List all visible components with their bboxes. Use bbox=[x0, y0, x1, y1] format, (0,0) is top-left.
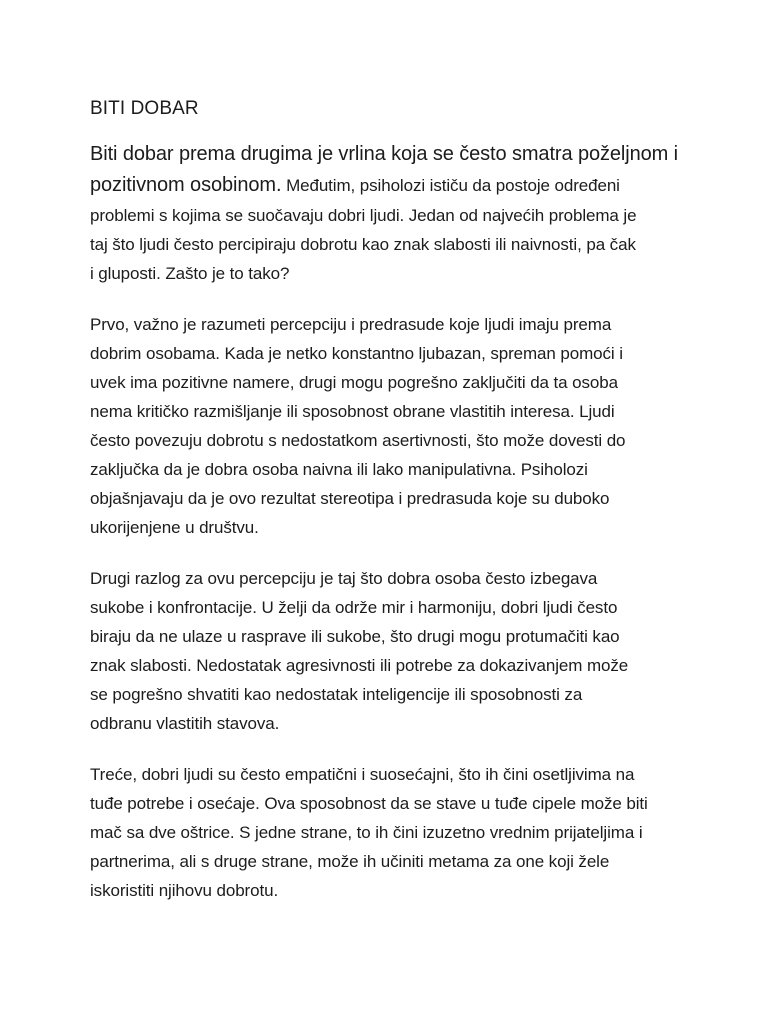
paragraph-line: tuđe potrebe i osećaje. Ova sposobnost da se stave u tuđe cipele može biti bbox=[90, 794, 648, 813]
paragraph-line: nema kritičko razmišljanje ili sposobnost obrane vlastitih interesa. Ljudi bbox=[90, 402, 615, 421]
document-title: BITI DOBAR bbox=[90, 98, 199, 119]
paragraph-line: zaključka da je dobra osoba naivna ili lako manipulativna. Psiholozi bbox=[90, 460, 588, 479]
paragraph-line: Drugi razlog za ovu percepciju je taj što dobra osoba često izbegava bbox=[90, 569, 598, 588]
paragraph-line: Prvo, važno je razumeti percepciju i predrasude koje ljudi imaju prema bbox=[90, 315, 612, 334]
document-body bbox=[90, 95, 690, 927]
paragraph-line: odbranu vlastitih stavova. bbox=[90, 714, 280, 733]
paragraph-line-tail: Međutim, psiholozi ističu da postoje određeni bbox=[286, 176, 620, 195]
paragraph-line: Treće, dobri ljudi su često empatični i suosećajni, što ih čini osetljivima na bbox=[90, 765, 635, 784]
paragraph-line: taj što ljudi često percipiraju dobrotu kao znak slabosti ili naivnosti, pa čak bbox=[90, 235, 636, 254]
paragraph-line: mač sa dve oštrice. S jedne strane, to ih čini izuzetno vrednim prijateljima i bbox=[90, 823, 643, 842]
paragraph-line: znak slabosti. Nedostatak agresivnosti ili potrebe za dokazivanjem može bbox=[90, 656, 629, 675]
paragraph-line: biraju da ne ulaze u rasprave ili sukobe, što drugi mogu protumačiti kao bbox=[90, 627, 620, 646]
paragraph-line: Biti dobar prema drugima je vrlina koja se često smatra poželjnom i bbox=[90, 143, 679, 165]
paragraph-line-mixed bbox=[90, 170, 690, 201]
paragraph-line: ukorijenjene u društvu. bbox=[90, 518, 259, 537]
paragraph-line: često povezuju dobrotu s nedostatkom asertivnosti, što može dovesti do bbox=[90, 431, 626, 450]
paragraph-line: objašnjavaju da je ovo rezultat stereotipa i predrasuda koje su duboko bbox=[90, 489, 610, 508]
paragraph-line-lead: pozitivnom osobinom. bbox=[90, 174, 282, 196]
paragraph-3 bbox=[90, 564, 690, 738]
paragraph-1 bbox=[90, 139, 690, 288]
paragraph-line: se pogrešno shvatiti kao nedostatak inteligencije ili sposobnosti za bbox=[90, 685, 583, 704]
paragraph-line: i gluposti. Zašto je to tako? bbox=[90, 264, 290, 283]
paragraph-line: uvek ima pozitivne namere, drugi mogu pogrešno zaključiti da ta osoba bbox=[90, 373, 618, 392]
paragraph-line: partnerima, ali s druge strane, može ih učiniti metama za one koji žele bbox=[90, 852, 610, 871]
paragraph-line: sukobe i konfrontacije. U želji da održe mir i harmoniju, dobri ljudi često bbox=[90, 598, 618, 617]
paragraph-line: problemi s kojima se suočavaju dobri ljudi. Jedan od najvećih problema je bbox=[90, 206, 637, 225]
paragraph-4 bbox=[90, 760, 690, 905]
paragraph-line: dobrim osobama. Kada je netko konstantno ljubazan, spreman pomoći i bbox=[90, 344, 623, 363]
paragraph-2 bbox=[90, 310, 690, 542]
paragraph-line: iskoristiti njihovu dobrotu. bbox=[90, 881, 279, 900]
